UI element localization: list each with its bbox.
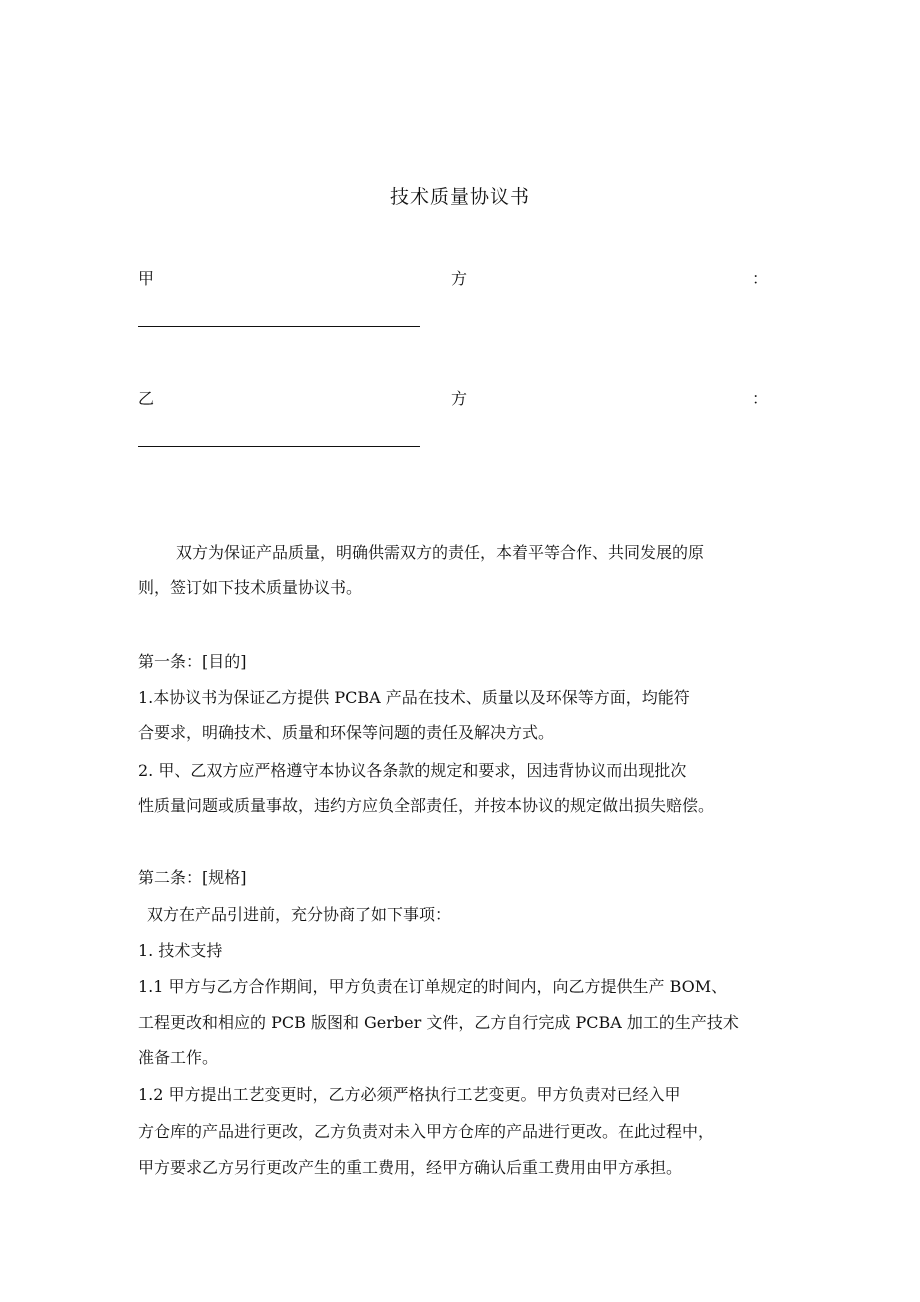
article-1-line-1: 1.本协议书为保证乙方提供 PCBA 产品在技术、质量以及环保等方面，均能符 — [138, 688, 690, 707]
party-a-colon: ： — [751, 269, 768, 288]
article-1-line-4: 性质量问题或质量事故，违约方应负全部责任，并按本协议的规定做出损失赔偿。 — [138, 796, 715, 815]
article-2-line-3: 工程更改和相应的 PCB 版图和 Gerber 文件，乙方自行完成 PCBA 加工的生产技术 — [138, 1013, 739, 1032]
party-b-colon: ： — [751, 389, 768, 408]
article-2-line-7: 甲方要求乙方另行更改产生的重工费用，经甲方确认后重工费用由甲方承担。 — [138, 1158, 683, 1177]
article-1-line-3: 2. 甲、乙双方应严格遵守本协议各条款的规定和要求，因违背协议而出现批次 — [138, 761, 687, 780]
intro-line-1: 双方为保证产品质量，明确供需双方的责任，本着平等合作、共同发展的原 — [176, 543, 705, 562]
document-title: 技术质量协议书 — [389, 186, 530, 208]
article-2-intro: 双方在产品引进前，充分协商了如下事项： — [147, 905, 452, 924]
intro-line-2: 则，签订如下技术质量协议书。 — [138, 578, 363, 597]
article-2-line-5: 1.2 甲方提出工艺变更时，乙方必须严格执行工艺变更。甲方负责对已经入甲 — [138, 1085, 681, 1104]
article-1-line-2: 合要求，明确技术、质量和环保等问题的责任及解决方式。 — [138, 723, 555, 742]
party-a-signature-line — [138, 326, 420, 327]
article-2-line-6: 方仓库的产品进行更改，乙方负责对未入甲方仓库的产品进行更改。在此过程中， — [138, 1122, 715, 1141]
article-2-line-1: 1. 技术支持 — [138, 941, 223, 960]
party-a-row — [138, 266, 778, 290]
party-b-fang: 方 — [451, 389, 468, 408]
article-2-heading: 第二条：[规格] — [138, 868, 247, 887]
party-b-label: 乙 — [138, 389, 155, 408]
party-a-label: 甲 — [138, 269, 155, 288]
party-a-fang: 方 — [451, 269, 468, 288]
article-2-line-2: 1.1 甲方与乙方合作期间，甲方负责在订单规定的时间内，向乙方提供生产 BOM、 — [138, 977, 728, 996]
article-1-heading: 第一条：[目的] — [138, 652, 247, 671]
party-b-signature-line — [138, 446, 420, 447]
article-2-line-4: 准备工作。 — [138, 1048, 219, 1067]
party-b-row — [138, 386, 778, 410]
